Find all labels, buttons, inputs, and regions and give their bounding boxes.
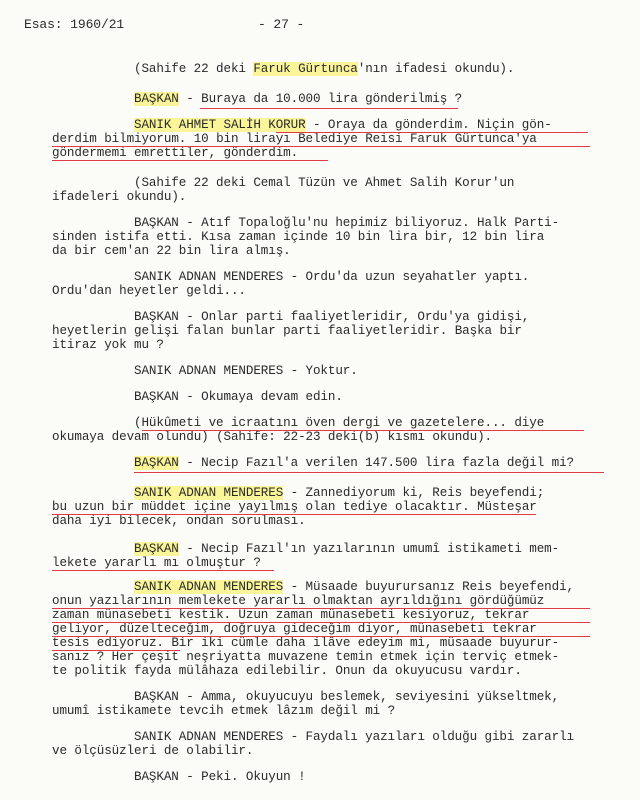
paragraph-line: sanız ? Her çeşit neşriyatta muvazene temin etmek için terviç etmek- bbox=[52, 650, 560, 664]
highlighted-name: Faruk Gürtunca bbox=[253, 62, 358, 76]
page-number: - 27 - bbox=[258, 17, 305, 32]
red-underline bbox=[276, 132, 588, 133]
red-underline bbox=[52, 650, 180, 651]
paragraph-line: BAŞKAN - Atıf Topaloğlu'nu hepimiz biliyoruz. Halk Parti- bbox=[134, 216, 560, 230]
paragraph-line: geliyor, düzelteceğim, doğruya gideceğim diyor, münasebeti tekrar bbox=[52, 622, 537, 636]
paragraph-line: te politik fayda mülâhaza edilebilir. Onun da okuyucusu vardır. bbox=[52, 664, 522, 678]
paragraph-line: zaman münasebeti kestik. Uzun zaman münasebeti kesiyoruz, tekrar bbox=[52, 608, 530, 622]
paragraph-line: SANIK ADNAN MENDERES - Ordu'da uzun seyahatler yaptı. bbox=[134, 270, 530, 284]
red-underline bbox=[200, 108, 458, 109]
paragraph-line: daha iyi bilecek, ondan sorulması. bbox=[52, 514, 306, 528]
paragraph-line: SANIK ADNAN MENDERES - Müsaade buyurursanız Reis beyefendi, bbox=[134, 580, 574, 594]
paragraph-line: bu uzun bir müddet içine yayılmış olan tediye olacaktır. Müsteşar bbox=[52, 500, 537, 514]
paragraph-line: okumaya devam olundu) (Sahife: 22-23 deki(b) kısmı okundu). bbox=[52, 430, 492, 444]
paragraph-line: BAŞKAN - Peki. Okuyun ! bbox=[134, 770, 306, 784]
case-number: Esas: 1960/21 bbox=[24, 17, 125, 32]
paragraph-line: (Sahife 22 deki Cemal Tüzün ve Ahmet Salih Korur'un bbox=[134, 176, 515, 190]
paragraph-line: tesis ediyoruz. Bir iki cümle daha ilâve edeyim mi, müsaade buyurur- bbox=[52, 636, 560, 650]
paragraph-line: BAŞKAN - Amma, okuyucuyu beslemek, seviyesini yükseltmek, bbox=[134, 690, 560, 704]
speaker-label: SANIK ADNAN MENDERES bbox=[134, 486, 284, 500]
speaker-label: SANIK AHMET SALİH KORUR bbox=[134, 118, 306, 132]
red-underline bbox=[52, 570, 274, 571]
red-underline bbox=[134, 472, 604, 473]
paragraph-line: BAŞKAN - Okumaya devam edin. bbox=[134, 390, 343, 404]
paragraph-line: (Sahife 22 deki Faruk Gürtunca'nın ifadesi okundu). bbox=[134, 62, 515, 76]
paragraph-line: BAŞKAN - Necip Fazıl'ın yazılarının umumî istikameti mem- bbox=[134, 542, 560, 556]
paragraph-line: SANIK ADNAN MENDERES - Faydalı yazıları olduğu gibi zararlı bbox=[134, 730, 574, 744]
speaker-label: BAŞKAN bbox=[134, 92, 179, 106]
paragraph-line: derdim bilmiyorum. 10 bin lirayı Belediye Reisi Faruk Gürtunca'ya bbox=[52, 132, 537, 146]
paragraph-line: umumî istikamete tevcih etmek lâzım değil mi ? bbox=[52, 704, 396, 718]
red-underline bbox=[52, 514, 536, 515]
red-underline bbox=[52, 608, 590, 609]
red-underline bbox=[52, 160, 328, 161]
speaker-label: BAŞKAN bbox=[134, 456, 179, 470]
paragraph-line: göndermemi emrettiler, gönderdim. bbox=[52, 146, 299, 160]
red-underline bbox=[52, 146, 590, 147]
paragraph-line: da bir cem'an 22 bin lira almış. bbox=[52, 244, 291, 258]
red-underline bbox=[142, 430, 584, 431]
paragraph-line: SANIK ADNAN MENDERES - Yoktur. bbox=[134, 364, 358, 378]
paragraph-line: itiraz yok mu ? bbox=[52, 338, 164, 352]
red-underline bbox=[52, 622, 590, 623]
paragraph-line: SANIK ADNAN MENDERES - Zannediyorum ki, Reis beyefendi; bbox=[134, 486, 545, 500]
paragraph-line: BAŞKAN - Onlar parti faaliyetleridir, Ordu'ya gidişi, bbox=[134, 310, 530, 324]
red-underline bbox=[52, 636, 590, 637]
speaker-label: BAŞKAN bbox=[134, 542, 179, 556]
paragraph-line: BAŞKAN - Necip Fazıl'a verilen 147.500 lira fazla değil mi? bbox=[134, 456, 574, 470]
paragraph-line: lekete yararlı mı olmuştur ? bbox=[52, 556, 261, 570]
paragraph-line: SANIK AHMET SALİH KORUR - Oraya da gönderdim. Niçin gön- bbox=[134, 118, 552, 132]
paragraph-line: sinden istifa etti. Kısa zaman içinde 10 bin lira bir, 12 bin lira bbox=[52, 230, 545, 244]
paragraph-line: BAŞKAN - Buraya da 10.000 lira gönderilmiş ? bbox=[134, 92, 463, 106]
paragraph-line: Ordu'dan heyetler geldi... bbox=[52, 284, 246, 298]
speaker-label: SANIK ADNAN MENDERES bbox=[134, 580, 284, 594]
paragraph-line: heyetlerin gelişi falan bunlar parti faaliyetleridir. Başka bir bbox=[52, 324, 522, 338]
paragraph-line: (Hükûmeti ve icraatını öven dergi ve gazetelere... diye bbox=[134, 416, 545, 430]
paragraph-line: ve ölçüsüzleri de olabilir. bbox=[52, 744, 254, 758]
paragraph-line: onun yazılarının memlekete yararlı olmaktan ayrıldığını gördüğümüz bbox=[52, 594, 545, 608]
paragraph-line: ifadeleri okundu). bbox=[52, 190, 187, 204]
